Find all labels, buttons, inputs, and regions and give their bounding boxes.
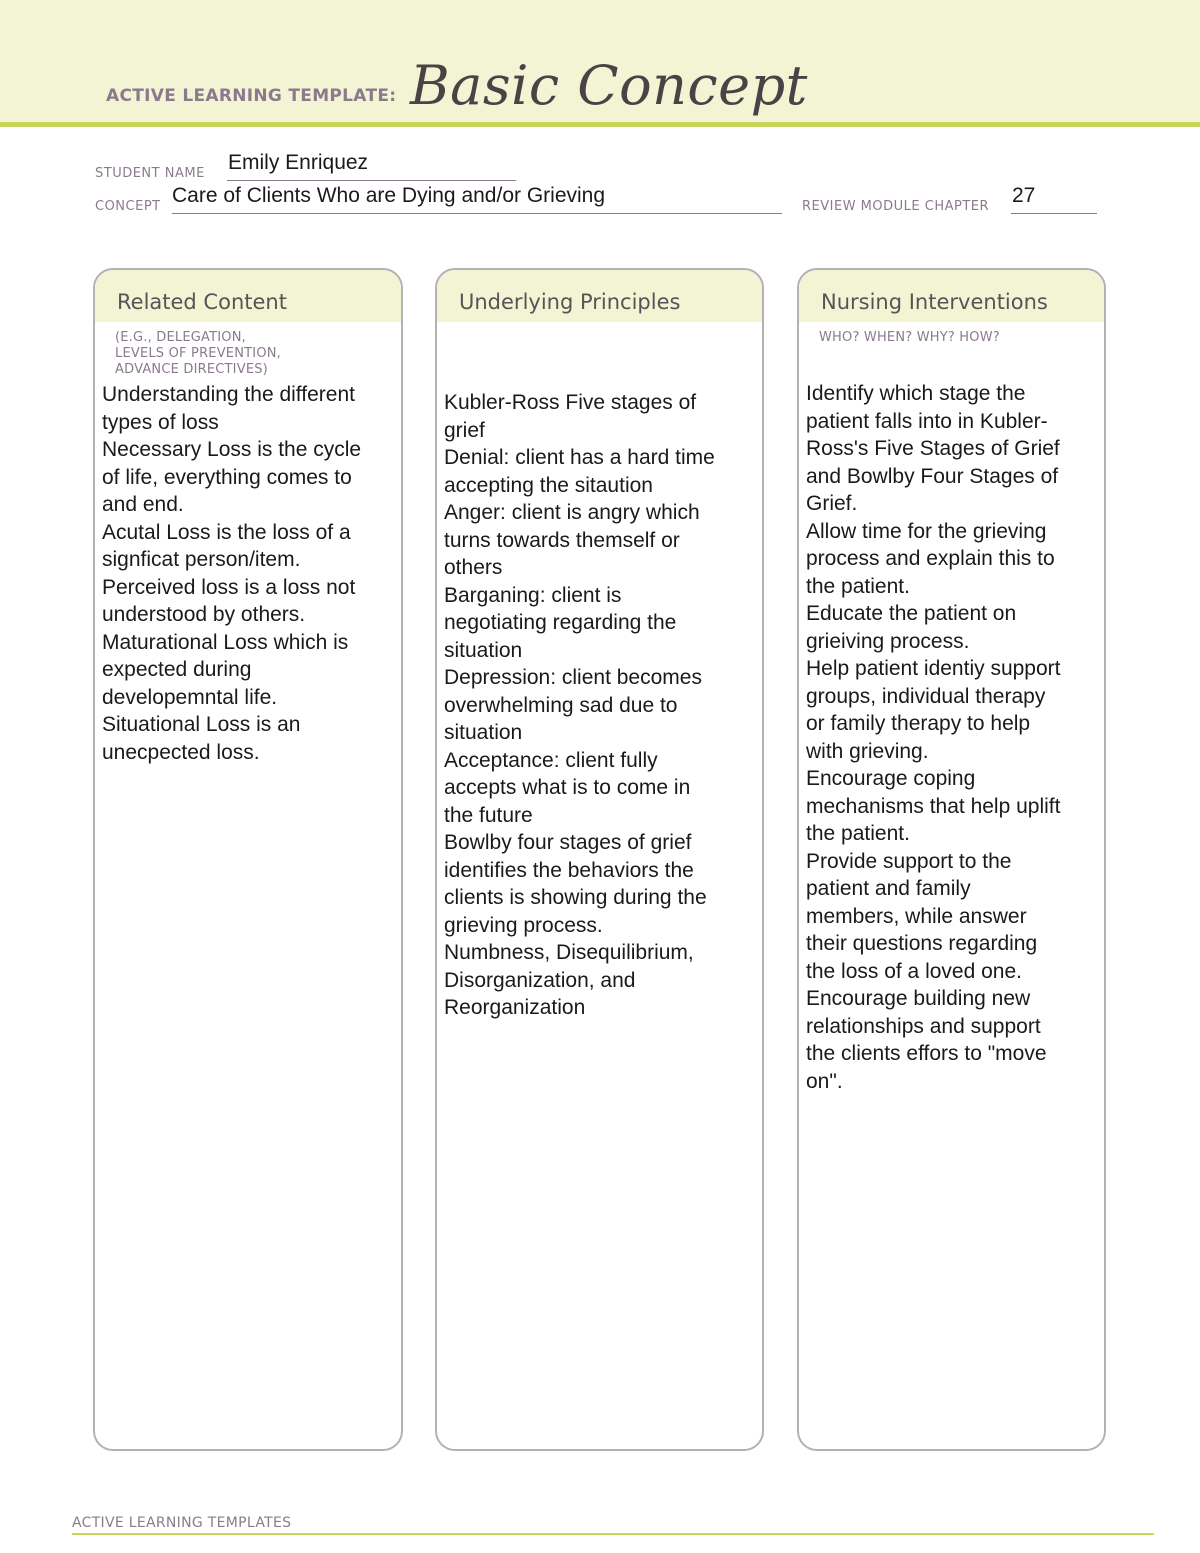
underlying-principles-header <box>437 270 762 322</box>
text-line: situation <box>444 638 523 662</box>
text-line: and Bowlby Four Stages of <box>806 464 1059 488</box>
related-content-header <box>95 270 401 322</box>
text-line: patient falls into in Kubler- <box>806 409 1048 433</box>
text-line: Kubler-Ross Five stages of <box>444 391 697 414</box>
text-line: grieiving process. <box>806 629 970 653</box>
text-line: Denial: client has a hard time <box>444 446 715 469</box>
underlying-principles-card <box>435 268 764 1451</box>
text-line: accepting the sitaution <box>444 473 653 497</box>
text-line: types of loss <box>102 410 219 434</box>
text-line: negotiating regarding the <box>444 611 677 634</box>
text-line: Help patient identiy support <box>806 657 1061 680</box>
related-content-subtitle <box>115 330 401 378</box>
text-line: or family therapy to help <box>806 712 1031 735</box>
text-line: Acceptance: client fully <box>444 748 658 772</box>
text-line: and end. <box>102 493 184 516</box>
underlying-principles-title: Underlying Principles <box>459 290 681 314</box>
text-line: Disorganization, and <box>444 968 636 992</box>
text-line: Encourage building new <box>806 987 1031 1010</box>
text-line: grieving process. <box>444 913 603 937</box>
text-line: developemntal life. <box>102 685 278 709</box>
text-line: Understanding the different <box>102 383 355 406</box>
student-name-field[interactable]: Emily Enriquez <box>228 151 369 174</box>
text-line: Reorganization <box>444 996 586 1019</box>
footer-label: ACTIVE LEARNING TEMPLATES <box>72 1515 292 1531</box>
subtitle-line: WHO? WHEN? WHY? HOW? <box>819 330 1000 345</box>
student-name-label: STUDENT NAME <box>95 166 205 181</box>
text-line: process and explain this to <box>806 547 1055 570</box>
student-name-line <box>227 180 516 181</box>
text-line: groups, individual therapy <box>806 684 1046 708</box>
text-line: the future <box>444 803 533 827</box>
text-line: situation <box>444 721 523 744</box>
nursing-interventions-title: Nursing Interventions <box>821 290 1048 314</box>
footer-rule <box>72 1533 1154 1535</box>
text-line: their questions regarding <box>806 932 1038 955</box>
text-line: the patient. <box>806 574 910 598</box>
text-line: turns towards themself or <box>444 528 680 552</box>
subtitle-line: LEVELS OF PREVENTION, <box>115 346 282 361</box>
review-chapter-field[interactable]: 27 <box>1012 184 1036 207</box>
nursing-interventions-header <box>799 270 1104 322</box>
text-line: Acutal Loss is the loss of a <box>102 520 351 544</box>
text-line: expected during <box>102 658 252 681</box>
text-line: Provide support to the <box>806 849 1012 873</box>
text-line: the clients effors to "move <box>806 1042 1047 1065</box>
text-line: Encourage coping <box>806 767 976 790</box>
related-content-body[interactable] <box>102 381 395 766</box>
related-content-card <box>93 268 403 1451</box>
text-line: Bowlby four stages of grief <box>444 831 692 854</box>
subtitle-line: (E.G., DELEGATION, <box>115 330 246 345</box>
text-line: mechanisms that help uplift <box>806 794 1061 818</box>
text-line: identifies the behaviors the <box>444 858 694 882</box>
text-line: grief <box>444 418 485 442</box>
text-line: accepts what is to come in <box>444 776 691 799</box>
underlying-principles-body[interactable] <box>444 389 756 1022</box>
text-line: Allow time for the grieving <box>806 519 1047 543</box>
header-rule <box>0 122 1200 127</box>
template-label: ACTIVE LEARNING TEMPLATE: <box>106 86 397 106</box>
related-content-title: Related Content <box>117 290 287 314</box>
text-line: Maturational Loss which is <box>102 630 349 654</box>
text-line: patient and family <box>806 877 971 900</box>
text-line: understood by others. <box>102 603 306 626</box>
nursing-interventions-subtitle <box>819 330 1104 346</box>
text-line: members, while answer <box>806 904 1027 928</box>
text-line: clients is showing during the <box>444 886 707 909</box>
text-line: Barganing: client is <box>444 583 622 607</box>
text-line: Grief. <box>806 492 858 515</box>
text-line: Perceived loss is a loss not <box>102 575 356 599</box>
template-title: Basic Concept <box>410 54 808 117</box>
text-line: Depression: client becomes <box>444 666 702 689</box>
text-line: with grieving. <box>806 739 929 763</box>
text-line: Numbness, Disequilibrium, <box>444 941 694 964</box>
text-line: the loss of a loved one. <box>806 959 1022 983</box>
review-chapter-label: REVIEW MODULE CHAPTER <box>802 199 990 214</box>
subtitle-line: ADVANCE DIRECTIVES) <box>115 362 268 377</box>
text-line: overwhelming sad due to <box>444 693 678 717</box>
nursing-interventions-card <box>797 268 1106 1451</box>
concept-label: CONCEPT <box>95 199 161 214</box>
text-line: Situational Loss is an <box>102 713 301 736</box>
text-line: Necessary Loss is the cycle <box>102 438 362 461</box>
text-line: Identify which stage the <box>806 382 1026 405</box>
text-line: the patient. <box>806 822 910 845</box>
text-line: signficat person/item. <box>102 548 301 571</box>
text-line: Anger: client is angry which <box>444 501 700 524</box>
text-line: others <box>444 556 503 579</box>
review-chapter-line <box>1011 213 1097 214</box>
text-line: Educate the patient on <box>806 602 1017 625</box>
text-line: of life, everything comes to <box>102 465 352 489</box>
concept-line <box>172 213 782 214</box>
text-line: Ross's Five Stages of Grief <box>806 437 1060 460</box>
concept-field[interactable]: Care of Clients Who are Dying and/or Grieving <box>172 184 606 207</box>
text-line: on". <box>806 1069 843 1093</box>
nursing-interventions-body[interactable] <box>806 380 1098 1095</box>
text-line: relationships and support <box>806 1014 1041 1038</box>
text-line: unecpected loss. <box>102 740 260 764</box>
